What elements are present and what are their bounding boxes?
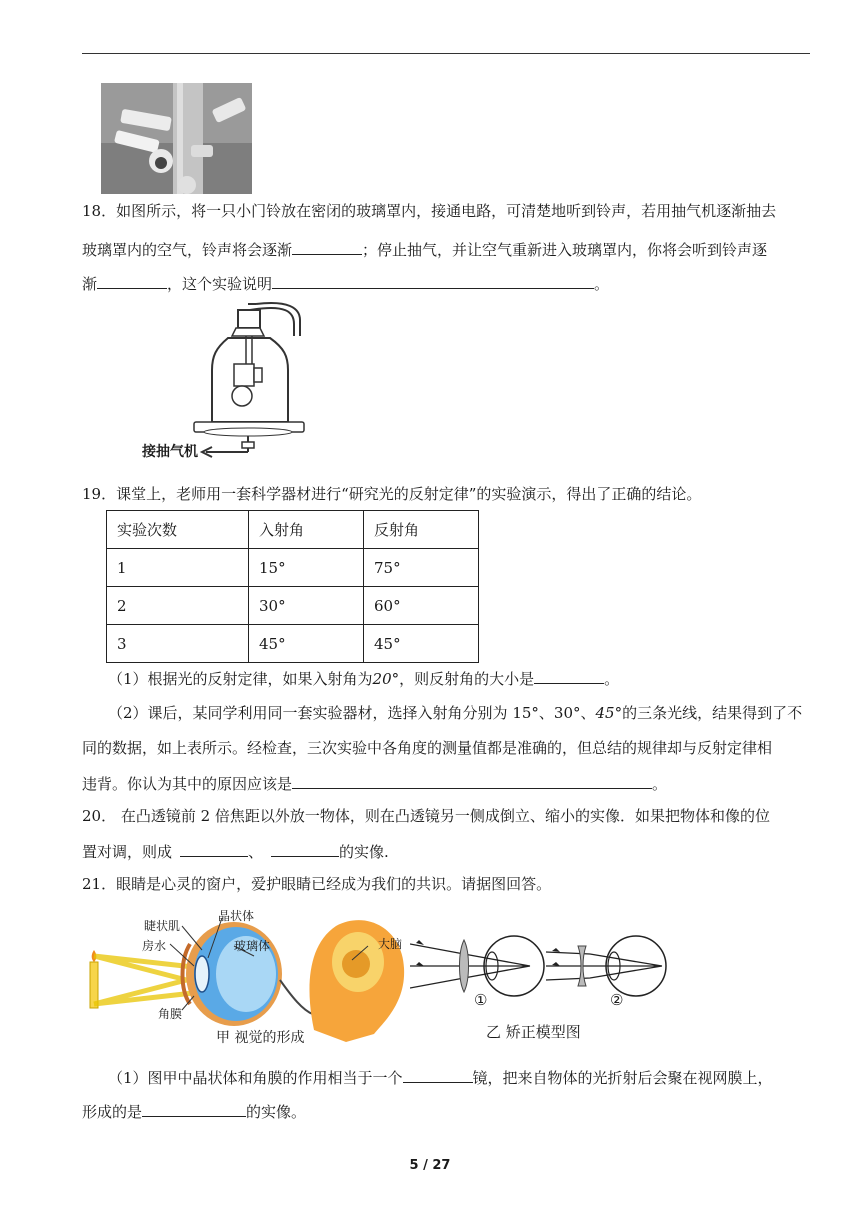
- table-row: [107, 549, 479, 587]
- page-number: 5 / 27: [409, 1158, 451, 1173]
- q18-line3: [82, 272, 609, 294]
- q21-stem: 21．眼睛是心灵的窗户，爱护眼睛已经成为我们的共识。请据图回答。: [82, 875, 552, 893]
- model-2-label: ②: [610, 991, 624, 1009]
- figure-a-caption: 甲 视觉的形成: [216, 1030, 305, 1046]
- q20-text: 置对调，则成: [82, 843, 173, 861]
- table-cell: 30°: [249, 587, 364, 625]
- surveillance-camera-photo: [101, 83, 252, 194]
- q21-part1-line2: [82, 1100, 306, 1122]
- answer-blank[interactable]: [272, 272, 594, 289]
- q20-text: 、: [248, 843, 264, 861]
- q21-text: 的实像。: [246, 1103, 307, 1121]
- answer-blank[interactable]: [271, 840, 339, 857]
- table-header-cell: 入射角: [249, 511, 364, 549]
- q19-text: （2）课后，某同学利用同一套实验器材，选择入射角分别为 15°、30°、: [108, 704, 596, 722]
- table-cell: 15°: [249, 549, 364, 587]
- lens-label: 晶状体: [218, 909, 255, 923]
- answer-blank[interactable]: [292, 772, 652, 789]
- table-cell: 1: [107, 549, 249, 587]
- q20-line2: [82, 840, 389, 862]
- q19-text: ，则反射角的大小是: [399, 670, 535, 688]
- table-header-row: [107, 511, 479, 549]
- model-1-label: ①: [474, 991, 488, 1009]
- table-cell: 45°: [249, 625, 364, 663]
- table-header-cell: 实验次数: [107, 511, 249, 549]
- table-row: [107, 587, 479, 625]
- brain-label: 大脑: [378, 937, 403, 951]
- q21-text: 形成的是: [82, 1103, 143, 1121]
- q18-text: 渐: [82, 275, 98, 293]
- q18-line1: 18．如图所示，将一只小门铃放在密闭的玻璃罩内，接通电路，可清楚地听到铃声，若用抽气机逐渐抽去: [82, 202, 777, 220]
- q19-part2-line3: [82, 772, 667, 794]
- q21-text: 镜，把来自物体的光折射后会聚在视网膜上，: [472, 1069, 773, 1087]
- table-cell: 60°: [364, 587, 479, 625]
- ciliary-muscle-label: 睫状肌: [144, 919, 181, 933]
- q19-text: 的三条光线，结果得到了不: [622, 704, 803, 722]
- q19-stem: 19．课堂上，老师用一套科学器材进行“研究光的反射定律”的实验演示，得出了正确的结论。: [82, 485, 702, 503]
- table-header-cell: 反射角: [364, 511, 479, 549]
- q21-part1-line1: [108, 1066, 773, 1088]
- table-cell: 2: [107, 587, 249, 625]
- eye-vision-figure: [84, 904, 414, 1052]
- answer-blank[interactable]: [534, 667, 604, 684]
- header-rule: [82, 53, 810, 54]
- q19-text: 。: [604, 670, 620, 688]
- q18-text: ，这个实验说明: [167, 275, 273, 293]
- q19-text: （1）根据光的反射定律，如果入射角为: [108, 670, 373, 688]
- answer-blank[interactable]: [292, 238, 362, 255]
- answer-blank[interactable]: [403, 1066, 473, 1083]
- q19-part1: [108, 667, 619, 689]
- q18-text: 。: [594, 275, 610, 293]
- aqueous-humor-label: 房水: [142, 939, 167, 953]
- figure-b-caption: 乙 矫正模型图: [486, 1023, 581, 1041]
- vitreous-body-label: 玻璃体: [234, 939, 271, 953]
- q20-text: 的实像.: [339, 843, 389, 861]
- answer-blank[interactable]: [142, 1100, 246, 1117]
- cornea-label: 角膜: [158, 1007, 183, 1021]
- vacuum-pump-label: 接抽气机: [142, 444, 198, 460]
- answer-blank[interactable]: [97, 272, 167, 289]
- table-row: [107, 625, 479, 663]
- reflection-data-table: [106, 510, 479, 663]
- correction-model-figure: [410, 912, 676, 1052]
- q18-text: 玻璃罩内的空气，铃声将会逐渐: [82, 241, 293, 259]
- q21-text: （1）图甲中晶状体和角膜的作用相当于一个: [108, 1069, 403, 1087]
- q18-text: ；停止抽气，并让空气重新进入玻璃罩内，你将会听到铃声逐: [362, 241, 768, 259]
- q19-text: 。: [652, 775, 668, 793]
- table-cell: 45°: [364, 625, 479, 663]
- q19-part2-line2: 同的数据，如上表所示。经检查，三次实验中各角度的测量值都是准确的，但总结的规律却与反射定律相: [82, 739, 773, 757]
- answer-blank[interactable]: [180, 840, 248, 857]
- q18-line2: [82, 238, 767, 260]
- table-cell: 75°: [364, 549, 479, 587]
- q19-text: 违背。你认为其中的原因应该是: [82, 775, 293, 793]
- q20-line1: 20． 在凸透镜前 2 倍焦距以外放一物体，则在凸透镜另一侧成倒立、缩小的实像．如果把物体和像的位: [82, 807, 770, 825]
- table-cell: 3: [107, 625, 249, 663]
- q19-angle: 20°: [372, 670, 400, 688]
- q19-angle: 45°: [595, 704, 623, 722]
- bell-jar-figure: [138, 296, 308, 472]
- q19-part2-line1: [108, 703, 802, 723]
